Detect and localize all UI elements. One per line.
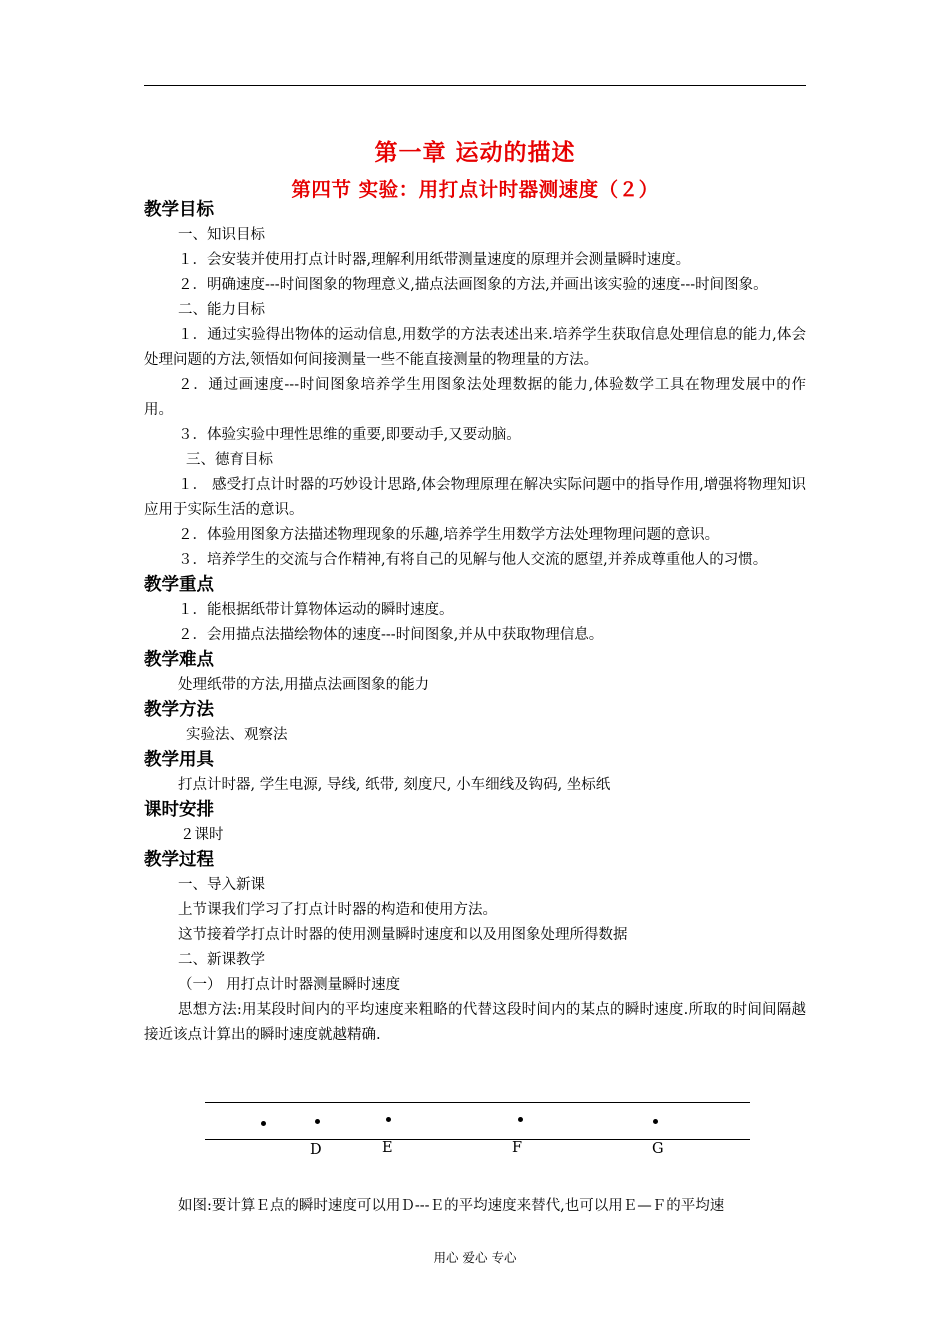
moral-heading: 三、德育目标 bbox=[186, 452, 273, 468]
difficulty-heading: 教学难点 bbox=[144, 650, 214, 670]
intro-heading: 一、导入新课 bbox=[178, 877, 265, 893]
knowledge-item-2: ２．明确速度---时间图象的物理意义,描点法画图象的方法,并画出该实验的速度---时间图象。 bbox=[178, 277, 768, 293]
difficulty-text: 处理纸带的方法,用描点法画图象的能力 bbox=[178, 677, 430, 693]
moral-item-2: ２．体验用图象方法描述物理现象的乐趣,培养学生用数学方法处理物理问题的意识。 bbox=[178, 527, 720, 543]
label-e: E bbox=[382, 1140, 393, 1156]
goals-heading: 教学目标 bbox=[144, 200, 214, 220]
section-title: 第四节 实验：用打点计时器测速度（２） bbox=[291, 178, 659, 201]
ability-heading: 二、能力目标 bbox=[178, 302, 265, 318]
ability-item-1: １．通过实验得出物体的运动信息,用数学的方法表述出来.培养学生获取信息处理信息的能力,体会处理问题的方法,领悟如何间接测量一些不能直接测量的物理量的方法。 bbox=[144, 327, 806, 368]
key-points-heading: 教学重点 bbox=[144, 575, 214, 595]
label-d: D bbox=[310, 1142, 322, 1158]
diagram-explanation: 如图:要计算Ｅ点的瞬时速度可以用Ｄ---Ｅ的平均速度来替代,也可以用Ｅ—Ｆ的平均速 bbox=[178, 1198, 725, 1214]
methods-text: 实验法、观察法 bbox=[186, 727, 288, 743]
idea-paragraph: 思想方法:用某段时间内的平均速度来粗略的代替这段时间内的某点的瞬时速度.所取的时间间隔越接近该点计算出的瞬时速度就越精确. bbox=[144, 1002, 806, 1043]
document-body bbox=[144, 198, 806, 1048]
tape-dot-d bbox=[315, 1119, 320, 1124]
tools-heading: 教学用具 bbox=[144, 750, 214, 770]
chapter-title: 第一章 运动的描述 bbox=[374, 140, 576, 166]
ability-item-2: ２．通过画速度---时间图象培养学生用图象法处理数据的能力,体验数学工具在物理发展中的作用。 bbox=[144, 377, 806, 418]
label-g: G bbox=[652, 1141, 664, 1157]
key-point-2: ２．会用描点法描绘物体的速度---时间图象,并从中获取物理信息。 bbox=[178, 627, 604, 643]
knowledge-heading: 一、知识目标 bbox=[178, 227, 265, 243]
header-rule bbox=[144, 85, 806, 86]
methods-heading: 教学方法 bbox=[144, 700, 214, 720]
ability-item-3: ３．体验实验中理性思维的重要,即要动手,又要动脑。 bbox=[178, 427, 521, 443]
tape-dot-f bbox=[518, 1117, 523, 1122]
schedule-text: ２课时 bbox=[180, 827, 224, 843]
intro-text-2: 这节接着学打点计时器的使用测量瞬时速度和以及用图象处理所得数据 bbox=[178, 927, 628, 943]
tape-dot-g bbox=[653, 1119, 658, 1124]
subsection-heading: （一） 用打点计时器测量瞬时速度 bbox=[178, 977, 401, 993]
intro-text-1: 上节课我们学习了打点计时器的构造和使用方法。 bbox=[178, 902, 497, 918]
key-point-1: １．能根据纸带计算物体运动的瞬时速度。 bbox=[178, 602, 454, 618]
tape-dot bbox=[261, 1121, 266, 1126]
moral-item-3: ３．培养学生的交流与合作精神,有将自己的见解与他人交流的愿望,并养成尊重他人的习惯。 bbox=[178, 552, 768, 568]
tools-text: 打点计时器, 学生电源, 导线, 纸带, 刻度尺, 小车细线及钩码, 坐标纸 bbox=[178, 777, 611, 793]
label-f: F bbox=[512, 1140, 523, 1156]
moral-item-1: １． 感受打点计时器的巧妙设计思路,体会物理原理在解决实际问题中的指导作用,增强将物理知识应用于实际生活的意识。 bbox=[144, 477, 806, 518]
tape-bottom-edge bbox=[205, 1139, 750, 1140]
tape-top-edge bbox=[205, 1102, 750, 1103]
process-heading: 教学过程 bbox=[144, 850, 214, 870]
knowledge-item-1: １．会安装并使用打点计时器,理解利用纸带测量速度的原理并会测量瞬时速度。 bbox=[178, 252, 691, 268]
schedule-heading: 课时安排 bbox=[144, 800, 214, 820]
page-footer: 用心 爱心 专心 bbox=[433, 1250, 517, 1265]
tape-dot-e bbox=[386, 1117, 391, 1122]
tape-diagram bbox=[205, 1100, 750, 1160]
new-lesson-heading: 二、新课教学 bbox=[178, 952, 265, 968]
